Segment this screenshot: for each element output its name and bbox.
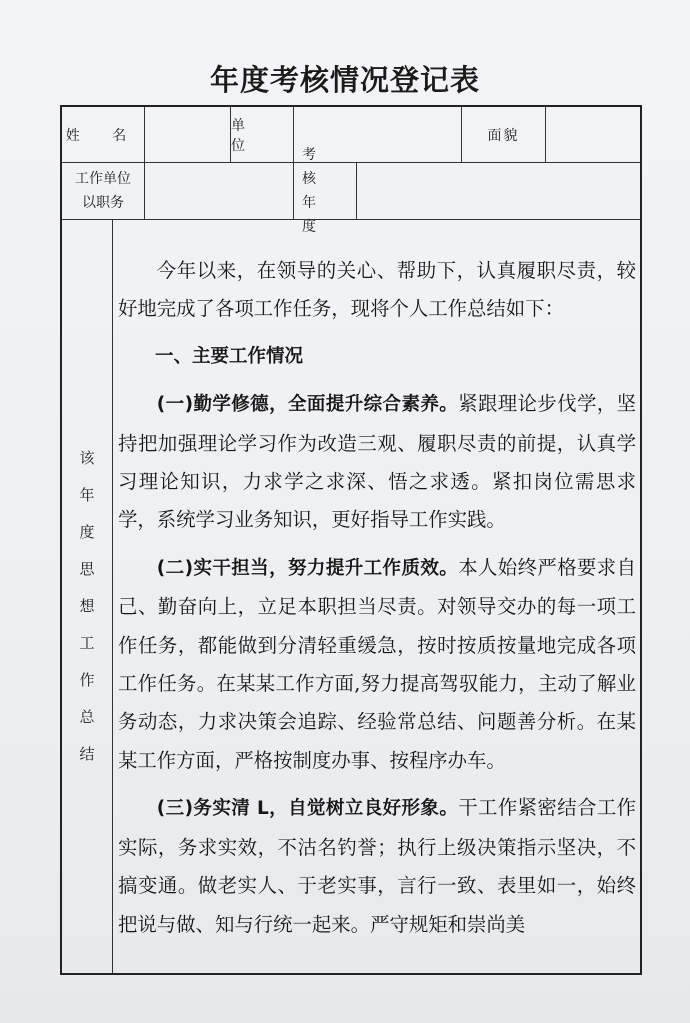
political-status-field[interactable] bbox=[546, 107, 640, 163]
summary-item-text: 本人始终严格要求自己、勤奋向上，立足本职担当尽责。对领导交办的每一项工作任务，都能做到分清轻重缓急，按时按质按量地完成各项工作任务。在某某工作方面,努力提高驾驭能力，主动了解业务动态，力求决策会追踪、经验常总结、问题善分析。在某某工作方面，严格按制度办事、按程序办车。 bbox=[118, 555, 637, 772]
summary-label-char: 总 bbox=[79, 708, 95, 726]
summary-item-heading: (三)务实清 L，自觉树立良好形象。 bbox=[156, 798, 459, 820]
form-title: 年度考核情况登记表 bbox=[209, 63, 480, 97]
summary-item-text: 干工作紧密结合工作实际，务求实效，不沽名钓誉；执行上级决策指示坚决，不搞变通。做老实人、于老实事，言行一致、表里如一，始终把说与做、知与行统一起来。严守规矩和崇尚美 bbox=[118, 796, 637, 936]
summary-label-char: 该 bbox=[79, 449, 95, 467]
summary-label bbox=[62, 220, 113, 973]
review-year-label-line2: 年 度 bbox=[302, 195, 326, 235]
summary-label-char: 度 bbox=[79, 523, 95, 541]
summary-item-heading: (二)实干担当，努力提升工作质效。 bbox=[156, 557, 459, 579]
summary-item-heading: (一)勤学修德，全面提升综合素养。 bbox=[156, 394, 459, 416]
summary-label-char: 思 bbox=[79, 560, 95, 578]
political-status-label: 面貌 bbox=[462, 107, 546, 163]
summary-label-char: 想 bbox=[79, 597, 95, 615]
summary-label-char: 作 bbox=[79, 671, 95, 689]
section-heading: 一、主要工作情况 bbox=[155, 345, 304, 367]
summary-body bbox=[118, 252, 636, 944]
review-year-label-line1: 考 核 bbox=[302, 147, 326, 187]
summary-intro: 今年以来，在领导的关心、帮助下，认真履职尽责，较好地完成了各项工作任务，现将个人工作总结如下： bbox=[118, 259, 636, 321]
summary-item-text: 紧跟理论步伐学，坚持把加强理论学习作为改造三观、履职尽责的前提，认真学习理论知识，力求学之求深、悟之求透。紧扣岗位需思求学，系统学习业务知识，更好指导工作实践。 bbox=[118, 392, 637, 532]
summary-label-char: 结 bbox=[79, 745, 95, 763]
review-year-label bbox=[294, 147, 357, 235]
unit-label: 单 位 bbox=[231, 107, 294, 163]
job-unit-label bbox=[62, 163, 145, 220]
name-field[interactable] bbox=[145, 107, 231, 163]
summary-label-char: 年 bbox=[79, 486, 95, 504]
job-unit-label-line1: 工作单位 bbox=[75, 171, 131, 187]
name-label: 姓 名 bbox=[62, 107, 145, 163]
summary-item bbox=[118, 385, 636, 540]
summary-label-char: 工 bbox=[79, 634, 95, 652]
summary-item bbox=[118, 789, 636, 944]
job-unit-field[interactable] bbox=[145, 163, 294, 220]
job-unit-label-line2: 以职务 bbox=[82, 195, 124, 211]
summary-item bbox=[118, 549, 636, 780]
review-year-field[interactable] bbox=[357, 163, 640, 220]
